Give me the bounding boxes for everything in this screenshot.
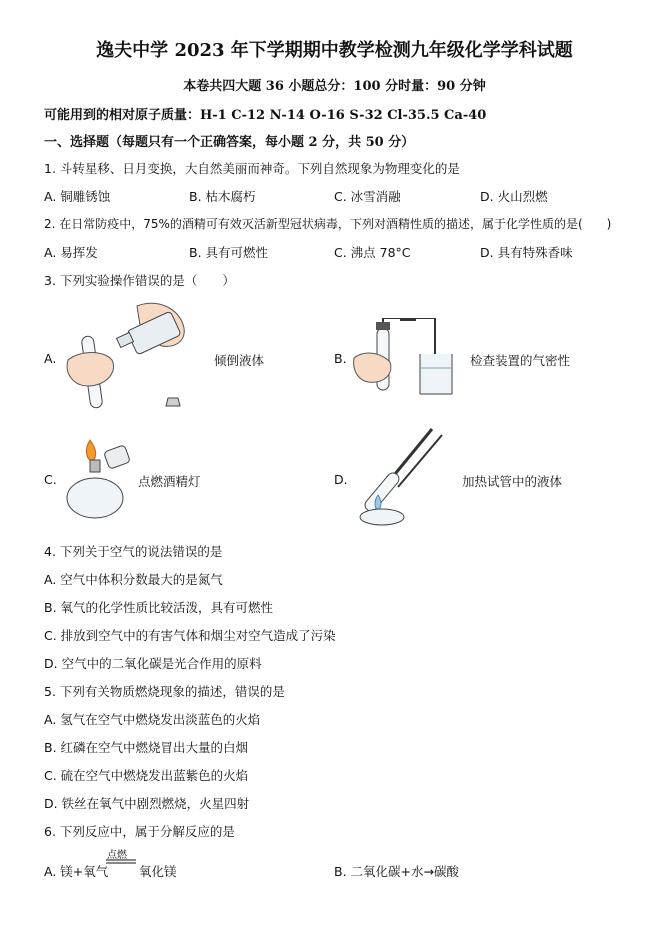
q6-reaction-condition: 点燃 — [107, 850, 127, 861]
reaction-arrow — [106, 858, 136, 866]
q3-option-b-caption: 检查装置的气密性 — [470, 353, 571, 368]
q4-option-b: B. 氧气的化学性质比较活泼，具有可燃性 — [44, 600, 274, 615]
q6-option-a-right: 氧化镁 — [139, 864, 177, 879]
q6-option-a-left: A. 镁+氧气 — [44, 864, 109, 879]
q4-option-a: A. 空气中体积分数最大的是氮气 — [44, 572, 223, 587]
q1-option-b: B. 枯木腐朽 — [189, 189, 256, 204]
q3-option-b-label: B. — [334, 351, 347, 366]
pouring-liquid-figure — [62, 298, 197, 418]
q4-option-d: D. 空气中的二氧化碳是光合作用的原料 — [44, 656, 262, 671]
q5-option-a: A. 氢气在空气中燃烧发出淡蓝色的火焰 — [44, 712, 261, 727]
q3-option-a-caption: 倾倒液体 — [214, 353, 265, 368]
q2-option-c: C. 沸点 78°C — [334, 245, 411, 260]
alcohol-lamp-figure — [60, 438, 138, 522]
q5-option-c: C. 硫在空气中燃烧发出蓝紫色的火焰 — [44, 768, 249, 783]
q2-option-a: A. 易挥发 — [44, 245, 98, 260]
heating-test-tube-figure — [350, 425, 450, 527]
q3-option-d-caption: 加热试管中的液体 — [462, 474, 563, 489]
section-heading: 一、选择题（每题只有一个正确答案，每小题 2 分，共 50 分） — [44, 135, 415, 150]
airtightness-check-figure — [350, 318, 465, 400]
q6-option-b: B. 二氧化碳+水→碳酸 — [334, 864, 459, 879]
q3-option-a-label: A. — [44, 351, 57, 366]
q1-stem: 1. 斗转星移、日月变换，大自然美丽而神奇。下列自然现象为物理变化的是 — [44, 161, 460, 176]
q3-option-c-label: C. — [44, 472, 57, 487]
q3-stem: 3. 下列实验操作错误的是（ ） — [44, 273, 235, 288]
q2-option-b: B. 具有可燃性 — [189, 245, 269, 260]
q1-option-c: C. 冰雪消融 — [334, 189, 401, 204]
q5-option-d: D. 铁丝在氧气中剧烈燃烧，火星四射 — [44, 796, 250, 811]
exam-subtitle: 本卷共四大题 36 小题总分：100 分时量：90 分钟 — [183, 79, 486, 94]
q5-stem: 5. 下列有关物质燃烧现象的描述，错误的是 — [44, 684, 285, 699]
q4-option-c: C. 排放到空气中的有害气体和烟尘对空气造成了污染 — [44, 628, 336, 643]
q3-option-c-caption: 点燃酒精灯 — [138, 474, 201, 489]
q1-option-a: A. 铜雕锈蚀 — [44, 189, 111, 204]
q6-stem: 6. 下列反应中，属于分解反应的是 — [44, 824, 235, 839]
q3-option-d-label: D. — [334, 472, 348, 487]
q2-option-d: D. 具有特殊香味 — [480, 245, 573, 260]
q1-option-d: D. 火山烈燃 — [480, 189, 548, 204]
q5-option-b: B. 红磷在空气中燃烧冒出大量的白烟 — [44, 740, 249, 755]
q4-stem: 4. 下列关于空气的说法错误的是 — [44, 544, 223, 559]
atomic-masses: 可能用到的相对原子质量：H-1 C-12 N-14 O-16 S-32 Cl-35.5 Ca-40 — [44, 108, 487, 123]
exam-title: 逸夫中学 2023 年下学期期中教学检测九年级化学学科试题 — [96, 40, 573, 61]
q2-stem: 2. 在日常防疫中，75%的酒精可有效灭活新型冠状病毒，下列对酒精性质的描述，属于化学性质的是( ) — [44, 217, 612, 231]
